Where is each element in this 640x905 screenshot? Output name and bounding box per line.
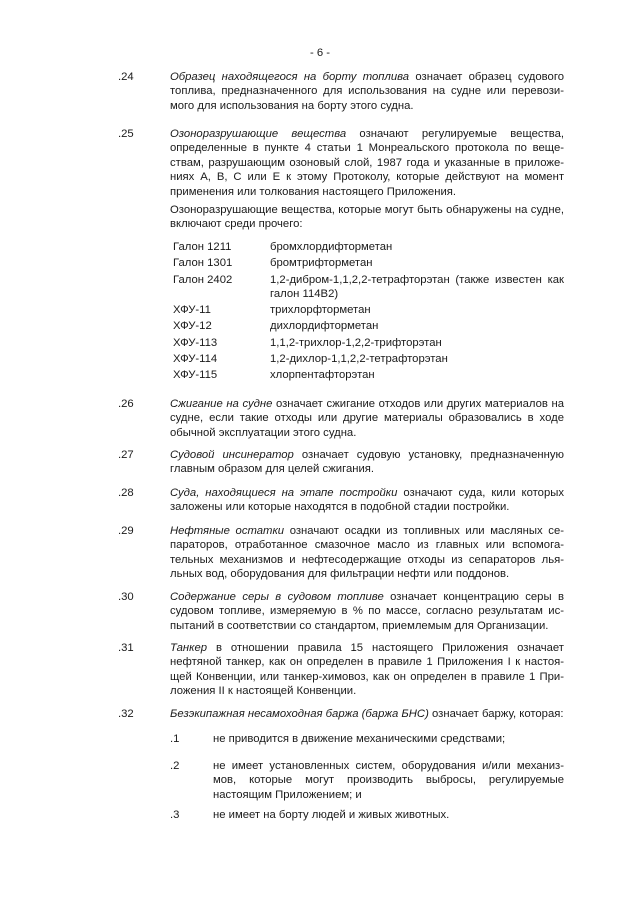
item-text: [170, 524, 564, 582]
page-number: - 6 -: [309, 47, 331, 59]
item-text: [170, 397, 564, 440]
definition-body: означают осадки из топливных или масляных се-параторов, отработанное смазочное масло из главных или вспомога-тельных механизмов и нефтесодержащие отходы из сепараторов лья-льных вод, оборудования для фильтрации нефти или поддонов.: [170, 525, 565, 581]
item-number: .29: [118, 525, 134, 537]
item-number: .27: [118, 449, 134, 461]
substance-description: 1,1,2-трихлор-1,2,2-трифторэтан: [270, 336, 442, 349]
item-number: .24: [118, 71, 134, 83]
item-number: .28: [118, 487, 134, 499]
item-text: [170, 486, 564, 515]
subitem-text: не приводится в движение механическими средствами;: [213, 733, 506, 745]
substance-description: бромхлордифторметан: [270, 241, 393, 253]
defined-term: Суда, находящиеся на этапе постройки: [170, 487, 398, 499]
item-text: [170, 641, 564, 699]
definition-body: означает образец судового топлива, предназначенного для использования на судне или перевози-мого для использования на борту этого судна.: [170, 71, 564, 112]
substance-description: дихлордифторметан: [270, 320, 379, 333]
substance-row: [173, 336, 565, 352]
definition-body: означает судовую установку, предназначенную главным образом для целей сжигания.: [170, 449, 564, 476]
subitem-text: не имеет установленных систем, оборудования и/или механиз-мов, которые могут производить выбросы, регулируемые настоящим Приложением; и: [213, 760, 564, 801]
item-number: .30: [118, 591, 134, 603]
ozone-intro-paragraph: Озоноразрушающие вещества, которые могут быть обнаружены на судне, включают среди прочего:: [170, 204, 564, 231]
defined-term: Образец находящегося на борту топлива: [170, 71, 410, 83]
substance-description: хлорпентафторэтан: [270, 369, 375, 382]
substance-table: [173, 240, 565, 385]
item-text: [170, 70, 564, 113]
item-text: [170, 127, 564, 199]
substance-description: бромтрифторметан: [270, 257, 373, 270]
subitem-number: .3: [170, 809, 180, 821]
defined-term: Танкер: [170, 642, 208, 654]
definition-body: означают регулируемые вещества, определенные в пункте 4 статьи 1 Монреальского протокола по веще-ствам, разрушающим озоновый слой, 1987 года и указанные в приложе-ниях А, В, С или Е к этому Протоколу, которые действуют на момент применения или толкования настоящего Приложения.: [170, 128, 565, 198]
defined-term: Нефтяные остатки: [170, 525, 285, 537]
substance-name: ХФУ-11: [173, 303, 211, 316]
defined-term: Содержание серы в судовом топливе: [170, 591, 384, 603]
definition-body: означают суда, кили которых заложены или которые находятся в подобной стадии постройки.: [170, 487, 564, 514]
substance-row: [173, 303, 565, 319]
substance-row: [173, 352, 565, 368]
substance-row: [173, 256, 565, 272]
defined-term: Безэкипажная несамоходная баржа (баржа БНС): [170, 708, 429, 720]
substance-name: ХФУ-115: [173, 369, 218, 382]
definition-body: означает сжигание отходов или других материалов на судне, если такие отходы или другие материалы образовались в ходе обычной эксплуатации этого судна.: [170, 398, 564, 439]
subitem-number: .1: [170, 733, 180, 745]
substance-name: ХФУ-114: [173, 352, 218, 365]
defined-term: Озоноразрушающие вещества: [170, 128, 347, 140]
definition-body: означает концентрацию серы в судовом топливе, измеряемую в % по массе, согласно результатам ис-пытаний в соответствии со стандартом, приемлемым для Организации.: [170, 591, 564, 632]
item-number: .32: [118, 708, 134, 720]
substance-row: [173, 368, 565, 384]
definition-body: означает баржу, которая:: [428, 708, 564, 720]
subitem-text: не имеет на борту людей и живых животных.: [213, 809, 450, 821]
substance-row: [173, 319, 565, 335]
defined-term: Сжигание на судне: [170, 398, 273, 410]
definition-body: в отношении правила 15 настоящего Приложения означает нефтяной танкер, как он определен в правиле 1 Приложения I к настоя-щей Конвенции, или танкер-химовоз, как он определен в правиле 1 При-ложения II к настоящей Конвенции.: [170, 642, 564, 698]
substance-name: Галон 2402: [173, 273, 233, 286]
substance-description: 1,2-дибром-1,1,2,2-тетрафторэтан (также известен как галон 114В2): [270, 273, 564, 301]
subitem-number: .2: [170, 760, 180, 772]
item-text: [170, 707, 564, 721]
item-number: .25: [118, 128, 134, 140]
defined-term: Судовой инсинератор: [170, 449, 294, 461]
substance-name: ХФУ-113: [173, 336, 218, 349]
substance-description: трихлорфторметан: [270, 303, 371, 316]
item-number: .26: [118, 398, 134, 410]
item-number: .31: [118, 642, 134, 654]
substance-name: ХФУ-12: [173, 320, 212, 333]
substance-description: 1,2-дихлор-1,1,2,2-тетрафторэтан: [270, 352, 448, 365]
item-text: [170, 448, 564, 477]
substance-name: Галон 1301: [173, 257, 233, 270]
substance-row: [173, 273, 565, 303]
substance-row: [173, 240, 565, 256]
substance-name: Галон 1211: [173, 241, 232, 253]
item-text: [170, 590, 564, 633]
